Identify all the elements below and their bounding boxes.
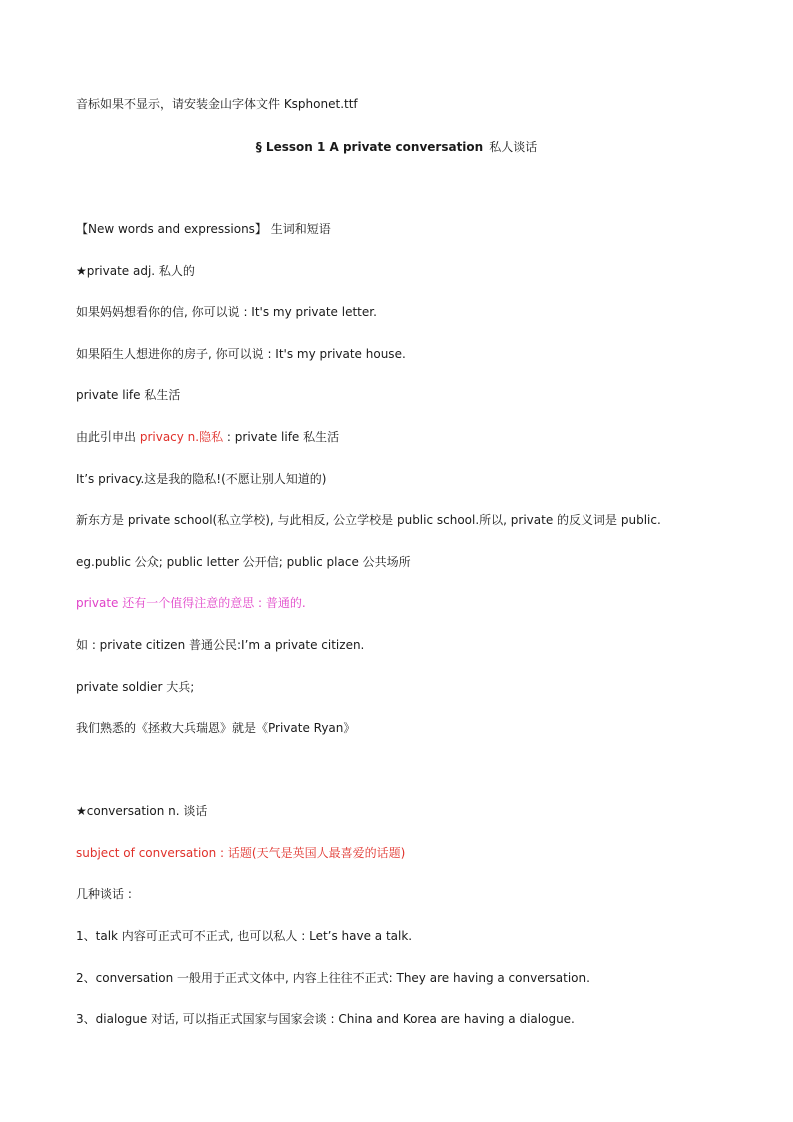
note-highlight: private 还有一个值得注意的意思 : 普通的.	[76, 596, 306, 610]
example-line: eg.public 公众; public letter 公开信; public place 公共场所	[76, 555, 411, 569]
highlight-privacy: privacy n.隐私	[139, 430, 224, 444]
example-line: 如果陌生人想进你的房子, 你可以说 : It's my private house.	[76, 347, 406, 361]
note-highlight: subject of conversation : 话题(天气是英国人最喜爱的话题)	[76, 846, 406, 860]
lesson-title	[0, 138, 793, 155]
derivation-suffix: : private life 私生活	[223, 430, 340, 444]
example-line: 如 : private citizen 普通公民:I’m a private citizen.	[76, 638, 365, 652]
example-line: 新东方是 private school(私立学校), 与此相反, 公立学校是 public school.所以, private 的反义词是 public.	[76, 513, 661, 527]
example-line: private soldier 大兵;	[76, 680, 195, 694]
derivation-prefix: 由此引申出	[76, 430, 140, 444]
lesson-title-cn: 私人谈话	[489, 140, 538, 154]
list-item: 2、conversation 一般用于正式文体中, 内容上往往不正式: They are having a conversation.	[76, 971, 590, 985]
example-line: 我们熟悉的《拯救大兵瑞恩》就是《Private Ryan》	[76, 721, 356, 735]
font-install-note: 音标如果不显示，请安装金山字体文件 Ksphonet.ttf	[76, 97, 358, 111]
lesson-title-en: § Lesson 1 A private conversation	[255, 140, 484, 154]
list-item: 1、talk 内容可正式可不正式, 也可以私人 : Let’s have a talk.	[76, 929, 413, 943]
section-heading: 【New words and expressions】 生词和短语	[76, 222, 331, 236]
example-line: 如果妈妈想看你的信, 你可以说 : It's my private letter.	[76, 305, 377, 319]
example-line: It’s privacy.这是我的隐私!(不愿让别人知道的)	[76, 472, 327, 486]
word-entry-private: ★private adj. 私人的	[76, 264, 195, 278]
derivation-line	[76, 429, 339, 445]
phrase-line: private life 私生活	[76, 388, 181, 402]
list-item: 3、dialogue 对话, 可以指正式国家与国家会谈 : China and Korea are having a dialogue.	[76, 1012, 575, 1026]
word-entry-conversation: ★conversation n. 谈话	[76, 804, 208, 818]
list-heading: 几种谈话 :	[76, 887, 132, 901]
